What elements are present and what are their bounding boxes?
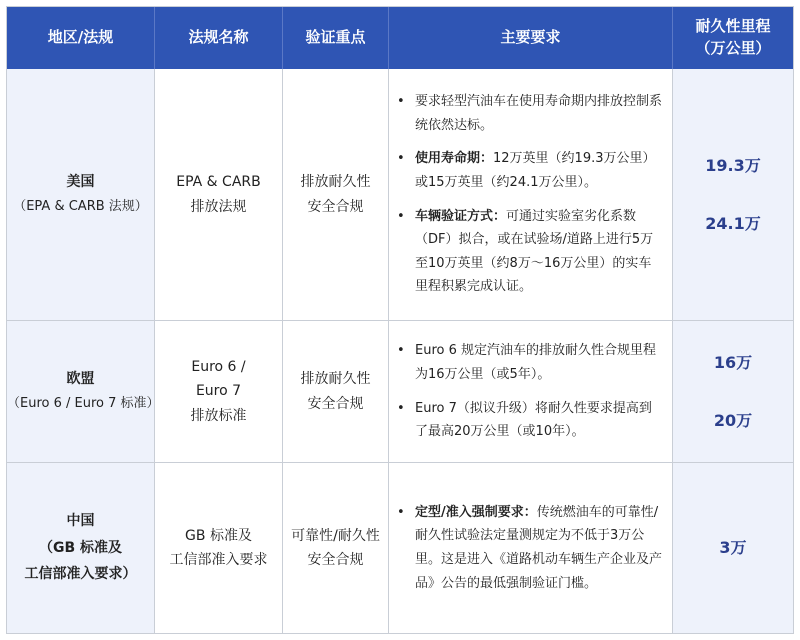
bullet-icon: • [397,93,405,109]
bullet-icon: • [397,400,405,416]
requirement-bold: 车辆验证方式： [415,208,507,224]
name-line: 工信部准入要求 [169,552,268,568]
row-eu-mileage [673,321,793,463]
row-cn-region [7,463,155,633]
bullet-icon: • [397,208,405,224]
mileage-value: 3万 [719,538,747,557]
region-subtitle: （EPA & CARB 法规） [13,199,148,215]
row-eu-name [155,321,283,463]
row-us-name [155,69,283,321]
requirement-bold: 使用寿命期： [415,151,494,167]
mileage-value: 20万 [713,410,753,430]
name-line: GB 标准及 [185,527,252,544]
header-mileage [673,7,793,69]
focus-line: 排放耐久性 [300,371,371,387]
mileage-value: 16万 [713,352,753,372]
row-us-requirements [389,69,673,321]
requirement-text: Euro 6 规定汽油车的排放耐久性合规里程为16万公里（或5年）。 [415,343,657,382]
requirement-item [397,205,662,300]
region-name: 中国 [66,513,95,530]
requirement-text: 12万英里（约19.3万公里）或15万英里（约24.1万公里）。 [415,151,656,190]
region-name: 欧盟 [66,370,95,387]
header-mileage-line1: 耐久性里程 [695,17,771,36]
focus-line: 安全合规 [307,198,364,215]
focus-line: 可靠性/耐久性 [291,527,380,544]
row-cn-mileage [673,463,793,633]
name-line: 排放标准 [190,407,247,424]
regulation-table [6,6,794,634]
header-requirements: 主要要求 [389,7,673,69]
requirement-text: 可通过实验室劣化系数（DF）拟合，或在试验场/道路上进行5万至10万英里（约8万～16万公里）的实车里程积累完成认证。 [415,208,654,295]
mileage-value: 24.1万 [705,213,761,233]
row-us-focus [283,69,389,321]
region-name: 美国 [66,173,95,190]
focus-line: 排放耐久性 [300,174,371,190]
bullet-icon: • [397,343,405,359]
row-eu-requirements [389,321,673,463]
requirement-text: Euro 7（拟议升级）将耐久性要求提高到了最高20万公里（或10年）。 [415,400,652,440]
bullet-icon: • [397,504,405,520]
header-mileage-line2: （万公里） [695,39,771,57]
requirement-item [397,501,662,596]
mileage-value: 19.3万 [705,155,761,175]
name-line: Euro 7 [195,383,242,400]
region-subtitle: 工信部准入要求） [24,566,137,583]
requirement-item [397,90,662,137]
requirement-item [397,397,662,444]
focus-line: 安全合规 [307,552,364,568]
requirement-item [397,339,662,386]
row-cn-name [155,463,283,633]
name-line: Euro 6 / [191,358,246,375]
header-name: 法规名称 [155,7,283,69]
name-line: EPA & CARB [176,174,261,190]
region-subtitle: （GB 标准及 [38,539,123,556]
requirement-text: 要求轻型汽油车在使用寿命期内排放控制系统依然达标。 [415,93,663,133]
row-eu-region [7,321,160,463]
row-us-region [7,69,155,321]
requirement-item [397,147,662,194]
header-focus: 验证重点 [283,7,389,69]
row-eu-focus [283,321,389,463]
header-region: 地区/法规 [7,7,155,69]
name-line: 排放法规 [190,198,247,215]
row-cn-focus [283,463,389,633]
focus-line: 安全合规 [307,395,364,412]
row-cn-requirements [389,463,673,633]
row-us-mileage [673,69,793,321]
requirement-text: 传统燃油车的可靠性/耐久性试验法定量测规定为不低于3万公里。这是进入《道路机动车辆生产企业及产品》公告的最低强制验证门槛。 [415,504,663,591]
bullet-icon: • [397,151,405,167]
requirement-bold: 定型/准入强制要求： [415,504,537,520]
region-subtitle: （Euro 6 / Euro 7 标准） [7,396,160,412]
